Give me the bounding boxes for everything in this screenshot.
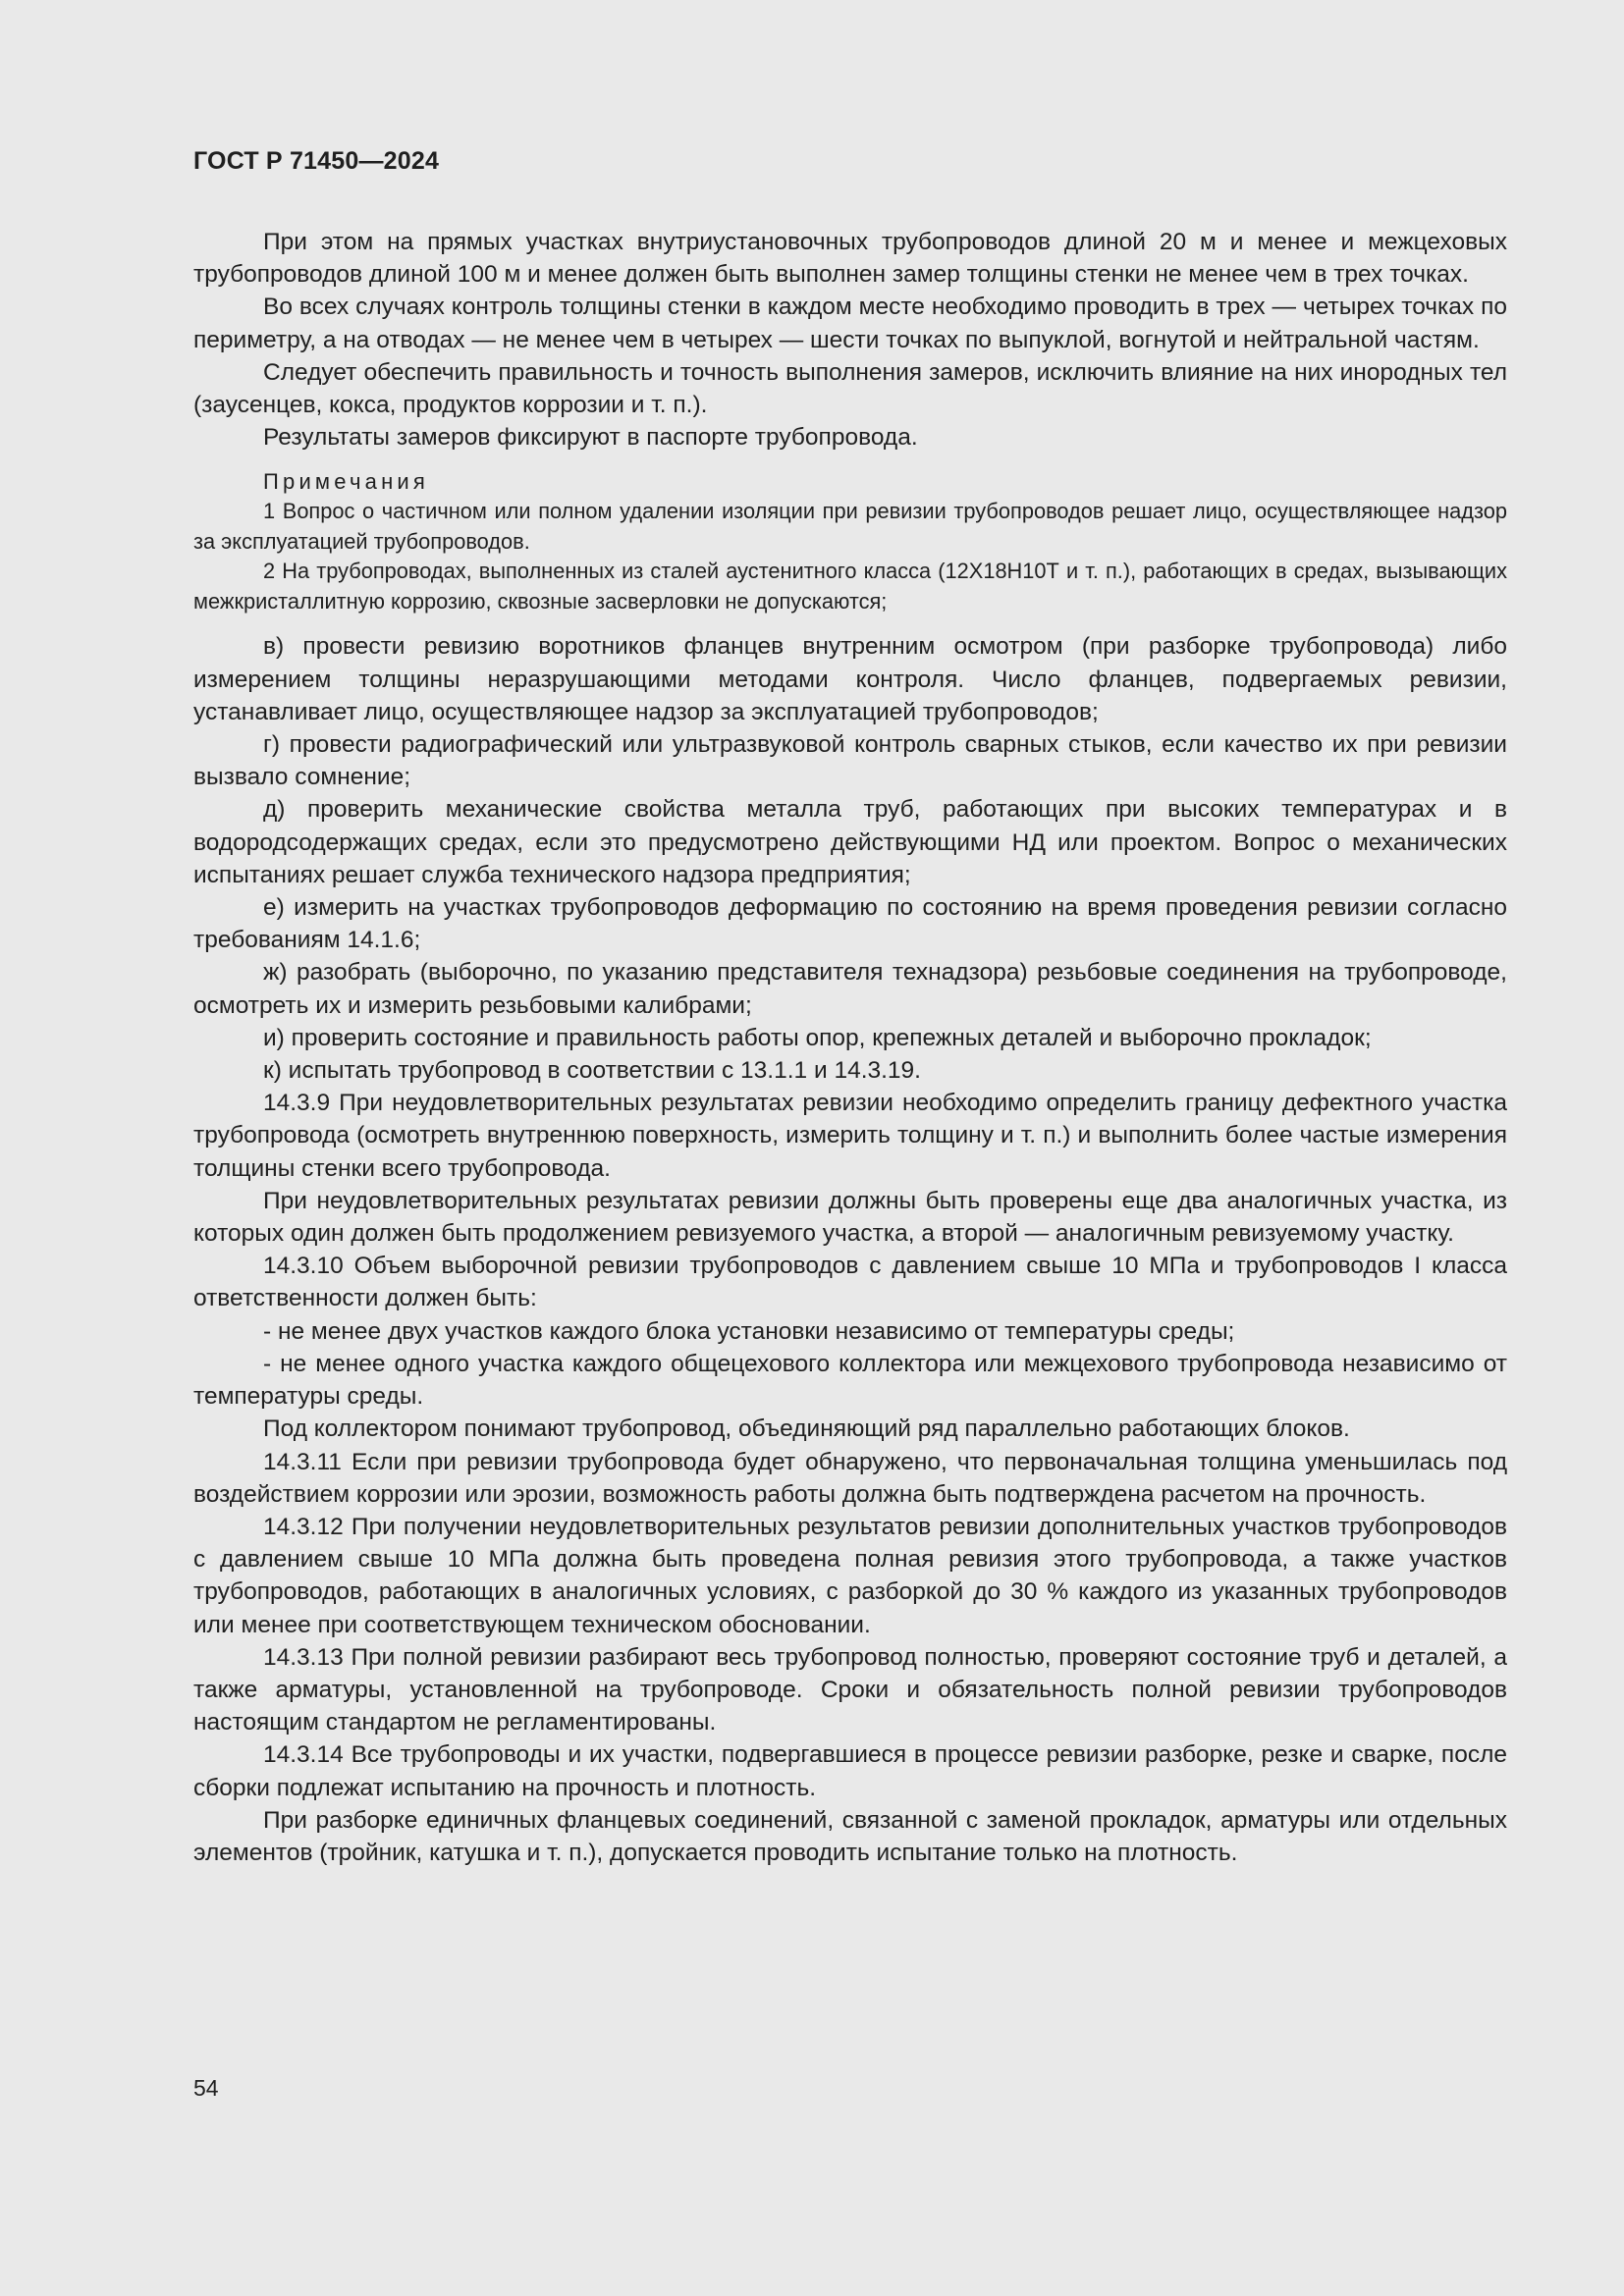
paragraph: Под коллектором понимают трубопровод, объединяющий ряд параллельно работающих блоков. <box>263 1415 1350 1443</box>
document-body <box>193 226 1507 1869</box>
paragraph: д) проверить механические свойства металла труб, работающих при высоких температурах и в водородсодержащих средах, если это предусмотрено действующими НД или проектом. Вопрос о механических испытаниях решает служба технического надзора предприятия; <box>193 796 1507 888</box>
section-14-3-10: 14.3.10 Объем выборочной ревизии трубопроводов с давлением свыше 10 МПа и трубопроводов I класса ответственности должен быть: <box>193 1253 1507 1312</box>
page-number: 54 <box>193 2075 219 2101</box>
section-14-3-9: 14.3.9 При неудовлетворительных результатах ревизии необходимо определить границу дефектного участка трубопровода (осмотреть внутреннюю поверхность, измерить толщину и т. п.) и выполнить более частые измерения толщины стенки всего трубопровода. <box>193 1090 1507 1182</box>
paragraph: Во всех случаях контроль толщины стенки в каждом месте необходимо проводить в трех — четырех точках по периметру, а на отводах — не менее чем в четырех — шести точках по выпуклой, вогнутой и нейтральной частям. <box>193 294 1507 353</box>
paragraph: Следует обеспечить правильность и точность выполнения замеров, исключить влияние на них инородных тел (заусенцев, кокса, продуктов коррозии и т. п.). <box>193 358 1507 419</box>
section-14-3-11: 14.3.11 Если при ревизии трубопровода будет обнаружено, что первоначальная толщина уменьшилась под воздействием коррозии или эрозии, возможность работы должна быть подтверждена расчетом на прочность. <box>193 1448 1507 1508</box>
paragraph: к) испытать трубопровод в соответствии с 13.1.1 и 14.3.19. <box>263 1057 921 1085</box>
paragraph: е) измерить на участках трубопроводов деформацию по состоянию на время проведения ревизии согласно требованиям 14.1.6; <box>193 894 1507 954</box>
paragraph: г) провести радиографический или ультразвуковой контроль сварных стыков, если качество их при ревизии вызвало сомнение; <box>193 731 1507 791</box>
notes-block <box>193 467 1507 616</box>
document-header: ГОСТ Р 71450—2024 <box>193 147 440 175</box>
section-14-3-13: 14.3.13 При полной ревизии разбирают весь трубопровод полностью, проверяют состояние труб и деталей, а также арматуры, установленной на трубопроводе. Сроки и обязательность полной ревизии трубопроводов настоящим стандартом не регламентированы. <box>193 1643 1507 1736</box>
paragraph: и) проверить состояние и правильность работы опор, крепежных деталей и выборочно прокладок; <box>263 1024 1372 1051</box>
note-item: 1 Вопрос о частичном или полном удалении изоляции при ревизии трубопроводов решает лицо, осуществляющее надзор за эксплуатацией трубопроводов. <box>193 499 1507 554</box>
section-14-3-12: 14.3.12 При получении неудовлетворительных результатов ревизии дополнительных участков трубопроводов с давлением свыше 10 МПа должна быть проведена полная ревизия этого трубопровода, а также участков трубопроводов, работающих в аналогичных условиях, с разборкой до 30 % каждого из указанных трубопроводов или менее при соответствующем техническом обосновании. <box>193 1513 1507 1638</box>
paragraph: Результаты замеров фиксируют в паспорте трубопровода. <box>263 424 918 452</box>
section-14-3-14: 14.3.14 Все трубопроводы и их участки, подвергавшиеся в процессе ревизии разборке, резке и сварке, после сборки подлежат испытанию на прочность и плотность. <box>193 1741 1507 1801</box>
paragraph: При неудовлетворительных результатах ревизии должны быть проверены еще два аналогичных участка, из которых один должен быть продолжением ревизуемого участка, а второй — аналогичным ревизуемому участку. <box>193 1187 1507 1248</box>
note-item: 2 На трубопроводах, выполненных из сталей аустенитного класса (12Х18Н10Т и т. п.), работающих в средах, вызывающих межкристаллитную коррозию, сквозные засверловки не допускаются; <box>193 559 1507 614</box>
list-item: - не менее одного участка каждого общецехового коллектора или межцехового трубопровода независимо от температуры среды. <box>193 1350 1507 1411</box>
list-item: - не менее двух участков каждого блока установки независимо от температуры среды; <box>263 1317 1235 1345</box>
paragraph: в) провести ревизию воротников фланцев внутренним осмотром (при разборке трубопровода) либо измерением толщины неразрушающими методами контроля. Число фланцев, подвергаемых ревизии, устанавливает лицо, осуществляющее надзор за эксплуатацией трубопроводов; <box>193 633 1507 725</box>
paragraph: При разборке единичных фланцевых соединений, связанной с заменой прокладок, арматуры или отдельных элементов (тройник, катушка и т. п.), допускается проводить испытание только на плотность. <box>193 1806 1507 1866</box>
notes-title: Примечания <box>263 469 430 495</box>
paragraph: ж) разобрать (выборочно, по указанию представителя технадзора) резьбовые соединения на трубопроводе, осмотреть их и измерить резьбовыми калибрами; <box>193 959 1507 1019</box>
paragraph: При этом на прямых участках внутриустановочных трубопроводов длиной 20 м и менее и межцеховых трубопроводов длиной 100 м и менее должен быть выполнен замер толщины стенки не менее чем в трех точках. <box>193 229 1507 289</box>
